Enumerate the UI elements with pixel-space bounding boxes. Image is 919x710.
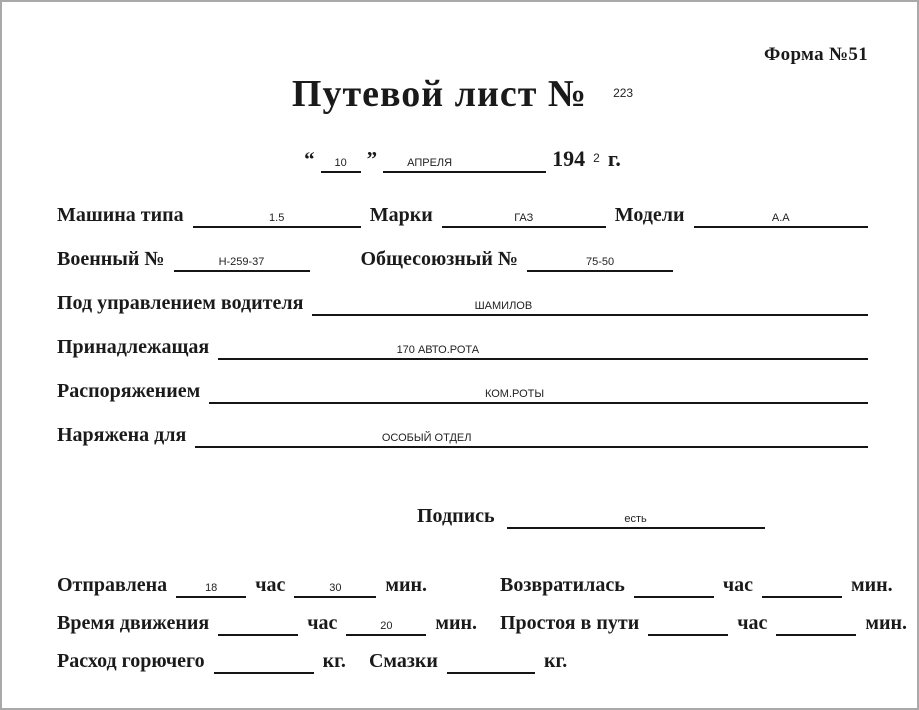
- date-day-value: 10: [334, 157, 347, 169]
- close-quote: ”: [366, 147, 378, 171]
- idle-minute-label: мин.: [865, 612, 908, 634]
- fuel-value: [262, 658, 265, 672]
- date-month-field[interactable]: [383, 153, 546, 173]
- departed-hour-field[interactable]: [176, 578, 246, 598]
- returned-minute-field[interactable]: [762, 578, 842, 598]
- idle-label: Простоя в пути: [500, 612, 640, 634]
- date-month-value: АПРЕЛЯ: [407, 157, 453, 169]
- ordered-label: Распоряжением: [57, 380, 201, 402]
- date-day-field[interactable]: [321, 153, 361, 173]
- date-row: [57, 146, 868, 173]
- idle-hour-value: [687, 620, 690, 634]
- departed-minute-field[interactable]: [294, 578, 376, 598]
- fuel-unit-label: кг.: [322, 650, 346, 672]
- fuel-row: [57, 650, 907, 674]
- union-no-value: 75-50: [585, 256, 615, 268]
- driver-label: Под управлением водителя: [57, 292, 304, 314]
- driving-minute-value: 20: [380, 620, 393, 632]
- returned-hour-field[interactable]: [634, 578, 714, 598]
- field-row-numbers: [57, 248, 868, 272]
- union-no-label: Общесоюзный №: [360, 248, 519, 270]
- brand-label: Марки: [369, 204, 433, 226]
- idle-time-row: [500, 612, 907, 636]
- lubricant-label: Смазки: [368, 650, 438, 672]
- military-no-label: Военный №: [57, 248, 165, 270]
- field-row-belongs: [57, 336, 868, 360]
- open-quote: “: [304, 147, 315, 171]
- idle-minute-field[interactable]: [776, 616, 856, 636]
- model-label: Модели: [614, 204, 685, 226]
- returned-label: Возвратилась: [500, 574, 625, 596]
- lubricant-value: [489, 658, 492, 672]
- signature-label: Подпись: [417, 505, 495, 527]
- year-digit-value[interactable]: 2: [593, 151, 600, 165]
- returned-hour-value: [672, 582, 675, 596]
- belongs-value: 170 АВТО.РОТА: [396, 344, 480, 356]
- model-field[interactable]: [694, 208, 868, 228]
- military-no-field[interactable]: [174, 252, 310, 272]
- assigned-label: Наряжена для: [57, 424, 187, 446]
- brand-value: ГАЗ: [514, 212, 534, 224]
- ordered-value: КОМ.РОТЫ: [484, 388, 545, 400]
- driving-hour-value: [257, 620, 260, 634]
- departed-hour-label: час: [255, 574, 286, 596]
- driving-minute-label: мин.: [435, 612, 478, 634]
- form-number-label: Форма №51: [764, 44, 868, 65]
- assigned-field[interactable]: [195, 428, 868, 448]
- waybill-number-value[interactable]: 223: [613, 86, 634, 100]
- field-row-machine: [57, 204, 868, 228]
- machine-type-value: 1.5: [269, 212, 285, 224]
- driving-label: Время движения: [57, 612, 210, 634]
- returned-hour-label: час: [722, 574, 753, 596]
- year-suffix: г.: [607, 146, 621, 171]
- returned-minute-label: мин.: [850, 574, 893, 596]
- driver-field[interactable]: [312, 296, 868, 316]
- military-no-value: Н-259-37: [218, 256, 265, 268]
- departed-label: Отправлена: [57, 574, 168, 596]
- idle-minute-value: [815, 620, 818, 634]
- fuel-field[interactable]: [214, 654, 314, 674]
- title-row: [57, 72, 868, 116]
- field-row-ordered: [57, 380, 868, 404]
- signature-row: [417, 505, 868, 529]
- driver-value: ШАМИЛОВ: [474, 300, 533, 312]
- departed-minute-label: мин.: [385, 574, 428, 596]
- driving-time-row: [57, 612, 500, 636]
- signature-value: есть: [624, 513, 647, 525]
- idle-hour-field[interactable]: [648, 616, 728, 636]
- machine-type-label: Машина типа: [57, 204, 184, 226]
- belongs-field[interactable]: [218, 340, 868, 360]
- returned-minute-value: [800, 582, 803, 596]
- lubricant-field[interactable]: [447, 654, 535, 674]
- ordered-field[interactable]: [209, 384, 868, 404]
- brand-field[interactable]: [442, 208, 606, 228]
- driving-hour-label: час: [307, 612, 338, 634]
- field-row-driver: [57, 292, 868, 316]
- driving-minute-field[interactable]: [346, 616, 426, 636]
- machine-type-field[interactable]: [193, 208, 361, 228]
- departed-row: [57, 574, 500, 598]
- year-prefix: 194: [552, 146, 586, 171]
- lubricant-unit-label: кг.: [543, 650, 568, 672]
- assigned-value: ОСОБЫЙ ОТДЕЛ: [381, 432, 472, 444]
- driving-hour-field[interactable]: [218, 616, 298, 636]
- field-row-assigned: [57, 424, 868, 448]
- union-no-field[interactable]: [527, 252, 673, 272]
- returned-row: [500, 574, 907, 598]
- departed-hour-value: 18: [205, 582, 218, 594]
- departed-minute-value: 30: [329, 582, 342, 594]
- times-section: [57, 560, 908, 674]
- fuel-label: Расход горючего: [57, 650, 205, 672]
- idle-hour-label: час: [737, 612, 768, 634]
- belongs-label: Принадлежащая: [57, 336, 210, 358]
- model-value: А.А: [771, 212, 790, 224]
- signature-field[interactable]: [507, 509, 765, 529]
- page-title: Путевой лист №: [291, 73, 588, 115]
